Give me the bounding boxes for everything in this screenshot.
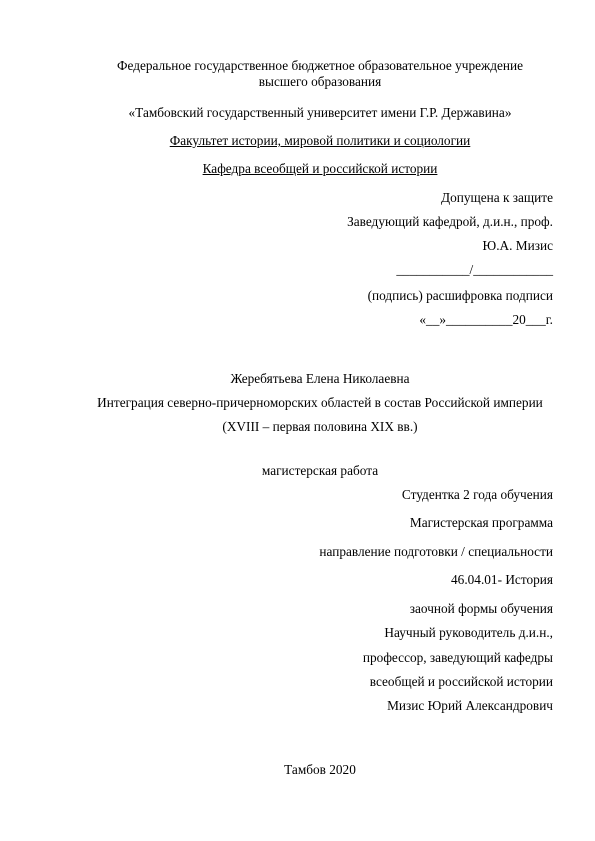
supervisor-department: всеобщей и российской истории — [369, 674, 553, 689]
approval-line-2: Заведующий кафедрой, д.и.н., проф. — [347, 214, 553, 229]
institution-line-1: Федеральное государственное бюджетное образовательное учреждение — [116, 58, 523, 73]
department-name: Кафедра всеобщей и российской истории — [202, 161, 438, 176]
work-title-line-2: (XVIII – первая половина XIX вв.) — [222, 419, 418, 434]
work-type: магистерская работа — [261, 463, 379, 478]
work-title-line-1: Интеграция северно-причерноморских областей в состав Российской империи — [97, 395, 543, 410]
supervisor-name: Мизис Юрий Александрович — [387, 698, 553, 713]
university-name: «Тамбовский государственный университет имени Г.Р. Державина» — [128, 105, 512, 120]
student-year: Студентка 2 года обучения — [401, 487, 553, 502]
supervisor-label: Научный руководитель д.и.н., — [384, 625, 553, 640]
approval-line-3: Ю.А. Мизис — [482, 238, 553, 253]
program-type: Магистерская программа — [409, 515, 553, 530]
specialty-code: 46.04.01- История — [451, 572, 553, 587]
study-form: заочной формы обучения — [409, 601, 553, 616]
institution-line-2: высшего образования — [258, 74, 382, 89]
signature-line: ___________/____________ — [396, 262, 553, 277]
signature-caption: (подпись) расшифровка подписи — [367, 288, 553, 303]
author-name: Жеребятьева Елена Николаевна — [230, 371, 410, 386]
specialty-label: направление подготовки / специальности — [319, 544, 553, 559]
approval-line-1: Допущена к защите — [441, 190, 553, 205]
faculty-name: Факультет истории, мировой политики и социологии — [169, 133, 471, 148]
supervisor-position: профессор, заведующий кафедры — [362, 650, 553, 665]
city-year: Тамбов 2020 — [284, 762, 356, 777]
date-line: «__»__________20___г. — [419, 312, 553, 327]
